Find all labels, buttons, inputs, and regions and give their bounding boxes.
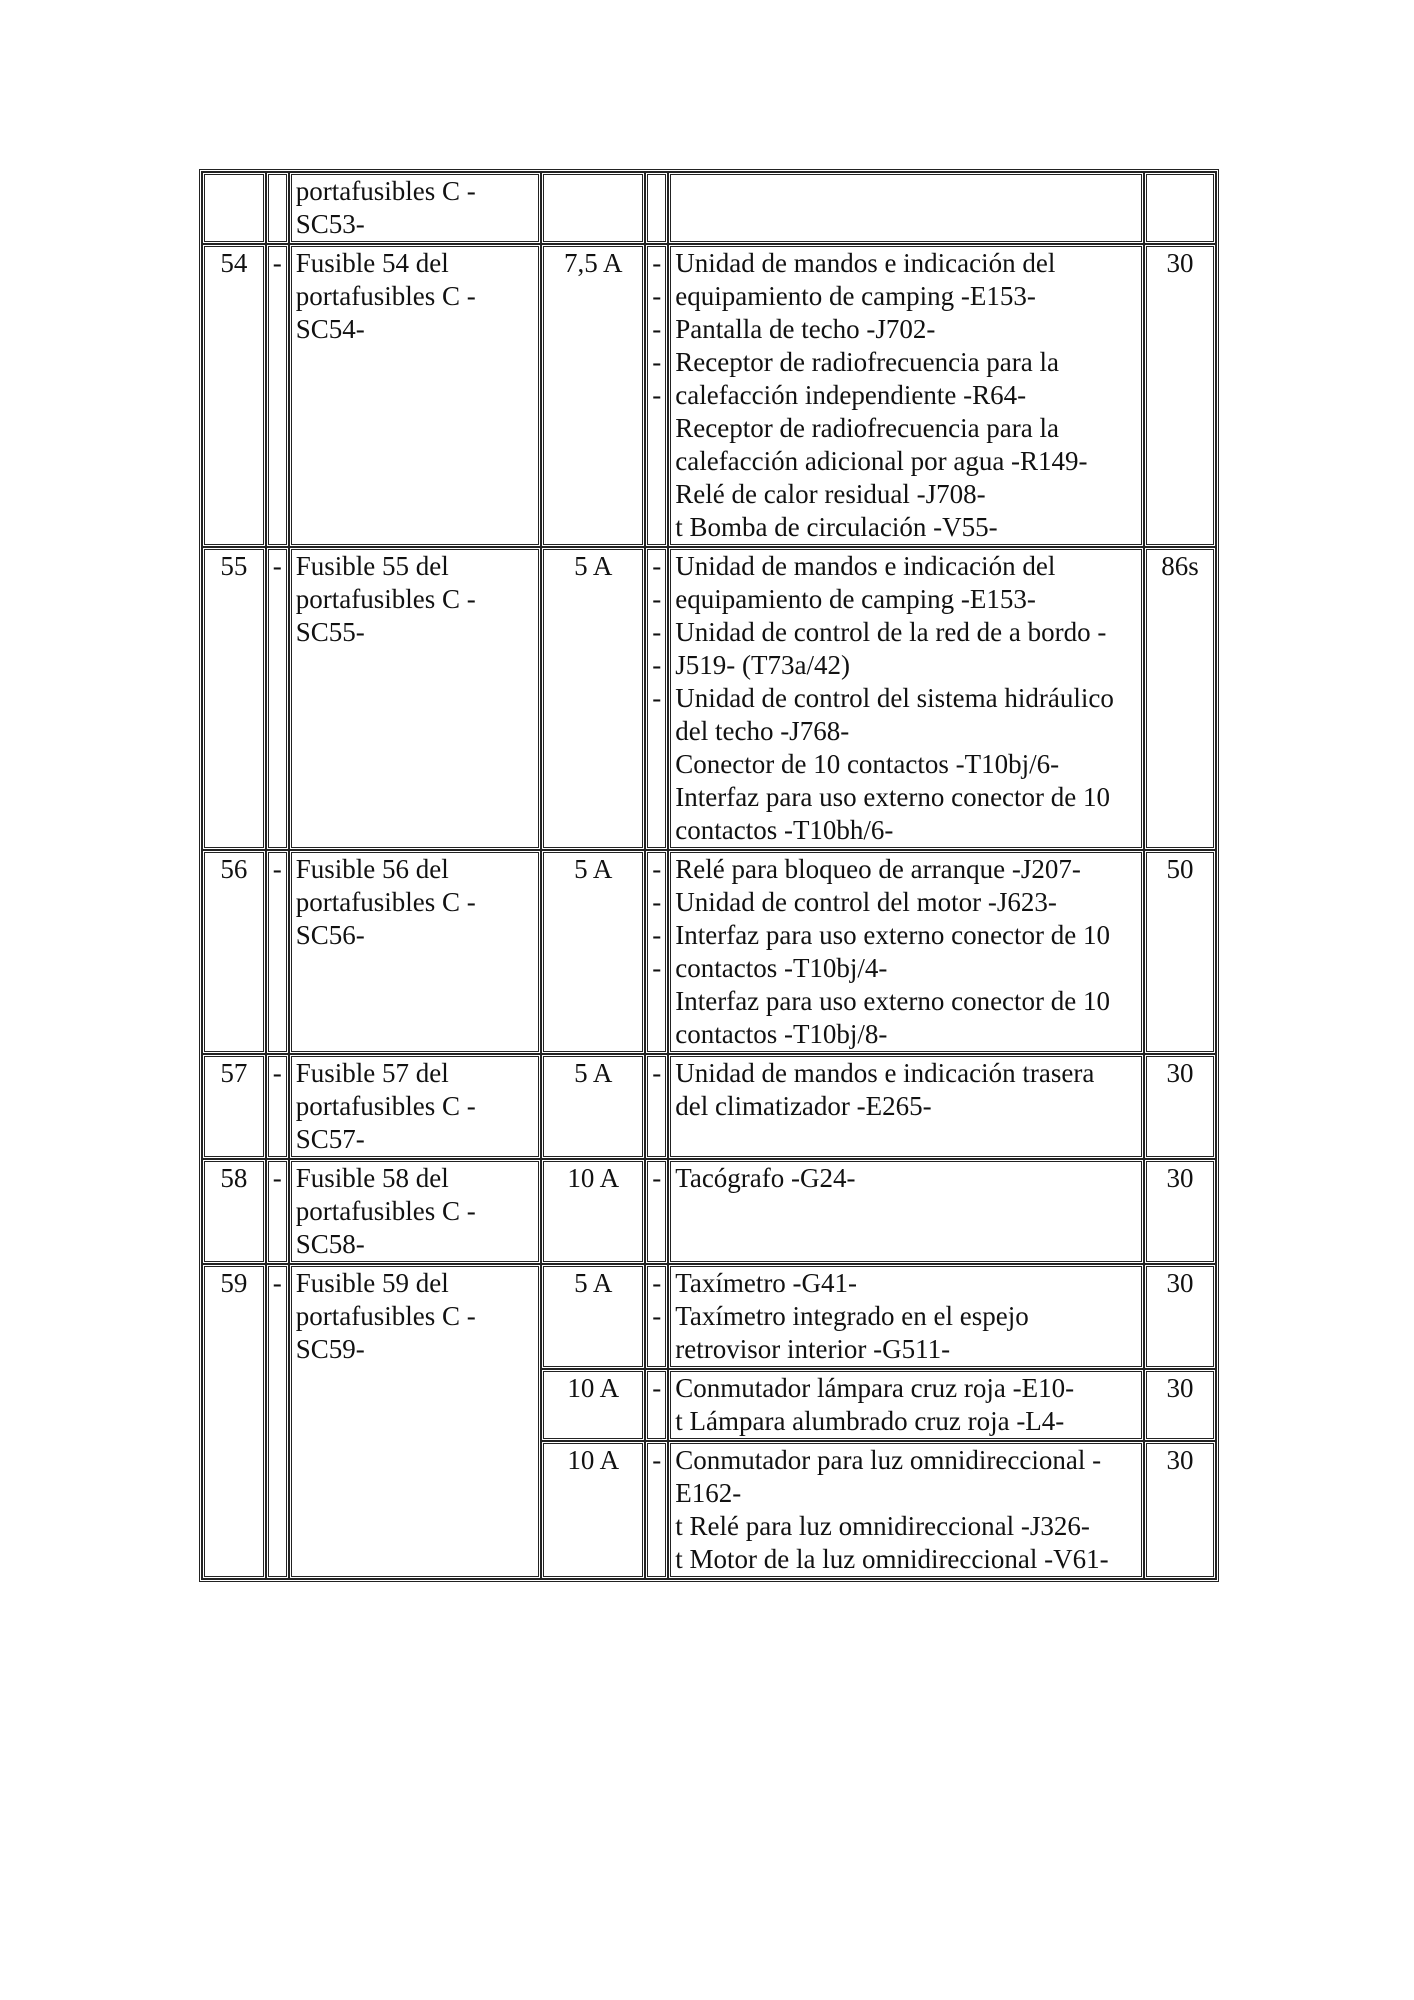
bullet-dash: -	[652, 854, 662, 884]
bullet-dash: -	[652, 1058, 662, 1088]
fuse-description-line: SC59-	[295, 1334, 365, 1364]
fuse-description-line: portafusibles C -	[295, 887, 476, 917]
fuse-description	[289, 172, 542, 244]
fuse-components	[668, 1054, 1144, 1159]
table-row	[202, 172, 1216, 244]
fuse-description-line: Fusible 57 del	[295, 1058, 449, 1088]
component-line: calefacción independiente -R64-	[675, 380, 1027, 410]
component-line: J519- (T73a/42)	[675, 650, 850, 680]
terminal: 30	[1144, 1369, 1216, 1441]
fuse-description	[289, 850, 542, 1054]
fuse-amperage: 5 A	[541, 1054, 645, 1159]
terminal: 30	[1144, 1054, 1216, 1159]
bullet-dash: -	[652, 551, 662, 581]
fuse-description-line: portafusibles C -	[295, 176, 476, 206]
fuse-description	[289, 1159, 542, 1264]
bullet-dash: -	[652, 617, 662, 647]
fuse-description-line: SC57-	[295, 1124, 365, 1154]
bullet-dash: -	[652, 683, 662, 713]
bullet-dash: -	[652, 248, 662, 278]
fuse-components	[668, 850, 1144, 1054]
bullet-dash: -	[652, 314, 662, 344]
fuse-description-line: SC53-	[295, 209, 365, 239]
component-line: Pantalla de techo -J702-	[675, 314, 936, 344]
component-line: Unidad de control del sistema hidráulico	[675, 683, 1114, 713]
component-line: Receptor de radiofrecuencia para la	[675, 413, 1059, 443]
component-line: Taxímetro -G41-	[675, 1268, 858, 1298]
fuse-number: 57	[202, 1054, 266, 1159]
bullet-dash: -	[272, 551, 282, 581]
component-line: contactos -T10bj/4-	[675, 953, 888, 983]
gap-column	[645, 244, 668, 547]
component-line: Interfaz para uso externo conector de 10	[675, 782, 1111, 812]
bullet-dash: -	[652, 1163, 662, 1193]
terminal: 86s	[1144, 547, 1216, 850]
component-line: contactos -T10bh/6-	[675, 815, 894, 845]
bullet-dash: -	[652, 347, 662, 377]
component-line: del techo -J768-	[675, 716, 850, 746]
fuse-number: 56	[202, 850, 266, 1054]
component-line: Unidad de control de la red de a bordo -	[675, 617, 1107, 647]
fuse-amperage: 10 A	[541, 1159, 645, 1264]
component-line: E162-	[675, 1478, 742, 1508]
fuse-amperage: 10 A	[541, 1441, 645, 1579]
fuse-description-line: portafusibles C -	[295, 584, 476, 614]
component-line: equipamiento de camping -E153-	[675, 584, 1036, 614]
component-line: Taxímetro integrado en el espejo	[675, 1301, 1029, 1331]
component-line: calefacción adicional por agua -R149-	[675, 446, 1088, 476]
bullet-dash: -	[272, 854, 282, 884]
component-line: Interfaz para uso externo conector de 10	[675, 920, 1111, 950]
component-line: Interfaz para uso externo conector de 10	[675, 986, 1111, 1016]
fuse-description	[289, 244, 542, 547]
component-line: Relé para bloqueo de arranque -J207-	[675, 854, 1081, 884]
bullet-dash: -	[652, 1268, 662, 1298]
gap-column	[645, 1369, 668, 1441]
gap-column	[266, 1159, 289, 1264]
fuse-components	[668, 1441, 1144, 1579]
bullet-dash: -	[272, 1268, 282, 1298]
fuse-description-line: SC58-	[295, 1229, 365, 1259]
fuse-amperage: 5 A	[541, 850, 645, 1054]
terminal: 30	[1144, 1159, 1216, 1264]
fuse-table	[199, 169, 1219, 1582]
component-line: equipamiento de camping -E153-	[675, 281, 1036, 311]
terminal: 30	[1144, 1264, 1216, 1369]
bullet-dash: -	[652, 1445, 662, 1475]
terminal: 30	[1144, 244, 1216, 547]
gap-column	[266, 172, 289, 244]
component-line: Conmutador lámpara cruz roja -E10-	[675, 1373, 1075, 1403]
gap-column	[645, 1159, 668, 1264]
fuse-components	[668, 1264, 1144, 1369]
fuse-components	[668, 1159, 1144, 1264]
fuse-description-line: SC56-	[295, 920, 365, 950]
fuse-components	[668, 172, 1144, 244]
fuse-description-line: portafusibles C -	[295, 1301, 476, 1331]
table-row	[202, 850, 1216, 1054]
fuse-number: 58	[202, 1159, 266, 1264]
gap-column	[645, 172, 668, 244]
component-line: del climatizador -E265-	[675, 1091, 932, 1121]
component-line: t Bomba de circulación -V55-	[675, 512, 998, 542]
fuse-amperage	[541, 172, 645, 244]
component-line: Tacógrafo -G24-	[675, 1163, 856, 1193]
component-line: Conector de 10 contactos -T10bj/6-	[675, 749, 1060, 779]
terminal: 50	[1144, 850, 1216, 1054]
component-line: Unidad de mandos e indicación trasera	[675, 1058, 1095, 1088]
gap-column	[266, 1054, 289, 1159]
bullet-dash: -	[652, 380, 662, 410]
fuse-components	[668, 244, 1144, 547]
component-line: Unidad de mandos e indicación del	[675, 551, 1056, 581]
table-row	[202, 1264, 1216, 1369]
fuse-table-body	[202, 172, 1216, 1579]
fuse-amperage: 5 A	[541, 547, 645, 850]
terminal: 30	[1144, 1441, 1216, 1579]
fuse-description	[289, 547, 542, 850]
fuse-amperage: 10 A	[541, 1369, 645, 1441]
component-line: Receptor de radiofrecuencia para la	[675, 347, 1059, 377]
gap-column	[266, 547, 289, 850]
component-line: Conmutador para luz omnidireccional -	[675, 1445, 1102, 1475]
bullet-dash: -	[652, 953, 662, 983]
fuse-components	[668, 547, 1144, 850]
fuse-description-line: Fusible 56 del	[295, 854, 449, 884]
gap-column	[645, 547, 668, 850]
terminal	[1144, 172, 1216, 244]
bullet-dash: -	[652, 1301, 662, 1331]
gap-column	[645, 1264, 668, 1369]
fuse-description-line: Fusible 58 del	[295, 1163, 449, 1193]
gap-column	[645, 1441, 668, 1579]
fuse-components	[668, 1369, 1144, 1441]
component-line: t Motor de la luz omnidireccional -V61-	[675, 1544, 1109, 1574]
table-row	[202, 547, 1216, 850]
fuse-description-line: Fusible 54 del	[295, 248, 449, 278]
bullet-dash: -	[272, 1058, 282, 1088]
component-line: t Lámpara alumbrado cruz roja -L4-	[675, 1406, 1065, 1436]
fuse-description-line: Fusible 59 del	[295, 1268, 449, 1298]
component-line: contactos -T10bj/8-	[675, 1019, 888, 1049]
fuse-description-line: Fusible 55 del	[295, 551, 449, 581]
gap-column	[645, 850, 668, 1054]
table-row	[202, 244, 1216, 547]
bullet-dash: -	[652, 920, 662, 950]
bullet-dash: -	[272, 1163, 282, 1193]
gap-column	[266, 1264, 289, 1579]
bullet-dash: -	[652, 887, 662, 917]
fuse-number: 55	[202, 547, 266, 850]
fuse-description-line: portafusibles C -	[295, 1196, 476, 1226]
bullet-dash: -	[272, 248, 282, 278]
fuse-description-line: portafusibles C -	[295, 1091, 476, 1121]
fuse-number: 54	[202, 244, 266, 547]
component-line: t Relé para luz omnidireccional -J326-	[675, 1511, 1090, 1541]
component-line: retrovisor interior -G511-	[675, 1334, 951, 1364]
fuse-description	[289, 1264, 542, 1579]
fuse-amperage: 7,5 A	[541, 244, 645, 547]
gap-column	[266, 244, 289, 547]
fuse-description-line: portafusibles C -	[295, 281, 476, 311]
bullet-dash: -	[652, 584, 662, 614]
fuse-description-line: SC55-	[295, 617, 365, 647]
fuse-description-line: SC54-	[295, 314, 365, 344]
fuse-description	[289, 1054, 542, 1159]
fuse-amperage: 5 A	[541, 1264, 645, 1369]
component-line: Unidad de control del motor -J623-	[675, 887, 1057, 917]
table-row	[202, 1054, 1216, 1159]
gap-column	[266, 850, 289, 1054]
fuse-number	[202, 172, 266, 244]
table-row	[202, 1159, 1216, 1264]
component-line: Relé de calor residual -J708-	[675, 479, 986, 509]
bullet-dash: -	[652, 281, 662, 311]
gap-column	[645, 1054, 668, 1159]
bullet-dash: -	[652, 1373, 662, 1403]
fuse-number: 59	[202, 1264, 266, 1579]
bullet-dash: -	[652, 650, 662, 680]
component-line: Unidad de mandos e indicación del	[675, 248, 1056, 278]
